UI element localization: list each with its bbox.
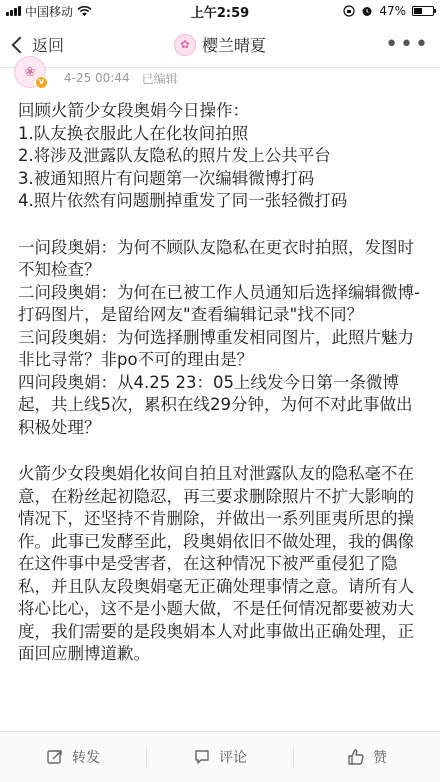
- back-button[interactable]: [10, 33, 64, 56]
- like-button[interactable]: [294, 747, 440, 767]
- post-line: 1.队友换衣服此人在化妆间拍照: [18, 123, 249, 143]
- post-line: 二问段奥娟：为何在已被工作人员通知后选择编辑微博-打码图片，是留给网友"查看编辑记录"找不同？: [18, 282, 420, 324]
- nav-bar: [0, 22, 440, 68]
- post-line: 回顾火箭少女段奥娟今日操作：: [18, 101, 249, 120]
- post-line: 一问段奥娟：为何不顾队友隐私在更衣时拍照，发图时不知检查？: [18, 237, 414, 279]
- nav-title-text: 樱兰晴夏: [201, 36, 266, 55]
- repost-icon: [46, 748, 64, 766]
- battery-icon: [412, 6, 434, 16]
- post-line: 4.照片依然有问题删掉重发了同一张轻微打码: [18, 191, 348, 210]
- post-meta: [0, 66, 440, 90]
- post-line: 四问段奥娟：从4.25 23：05上线发今日第一条微博起，共上线5次，累积在线29分钟，为何不对此事做出积极处理？: [18, 372, 413, 437]
- verified-badge-icon: V: [35, 76, 48, 89]
- status-bar: [0, 0, 440, 22]
- chevron-left-icon: [12, 36, 29, 53]
- post-time: 4-25 00:44: [64, 71, 130, 85]
- status-left: [6, 3, 92, 20]
- status-right: [343, 4, 434, 18]
- like-label: 赞: [373, 750, 387, 766]
- post-body: [0, 90, 440, 666]
- bottom-toolbar: [0, 731, 440, 782]
- signal-icon: [6, 6, 21, 16]
- more-options-button[interactable]: •••: [385, 31, 430, 57]
- edited-label[interactable]: 已编辑: [141, 71, 178, 86]
- comment-icon: [193, 748, 211, 766]
- post-line: 火箭少女段奥娟化妆间自拍且对泄露队友的隐私毫不在意，在粉丝起初隐忍，再三要求删除照片不扩大影响的情况下，还坚持不肯删除，并做出一系列匪夷所思的操作。此事已发酵至此，段奥娟依旧不做处理，我的偶像在这件事中是受害者，在这种情况下被严重侵犯了隐私，并且队友段奥娟毫无正确处理事情之意。请所有人将心比心，这不是小题大做，不是任何情况都要被劝大度，我们需要的是段奥娟本人对此事做出正确处理，正面回应删博道歉。: [18, 464, 414, 663]
- wifi-icon: [77, 6, 92, 17]
- lock-rotation-icon: [343, 5, 355, 17]
- thumbs-up-icon: [347, 748, 365, 766]
- battery-percent: 47%: [379, 4, 406, 18]
- repost-button[interactable]: [0, 747, 146, 767]
- user-avatar-small: ✿: [174, 34, 196, 56]
- carrier-label: 中国移动: [25, 4, 74, 19]
- author-avatar[interactable]: ❀ V: [14, 56, 46, 88]
- post-line: 3.被通知照片有问题第一次编辑微博打码: [18, 168, 315, 188]
- post-line: 三问段奥娟：为何选择删博重发相同图片，此照片魅力非比寻常？非po不可的理由是？: [18, 327, 414, 369]
- repost-label: 转发: [72, 750, 100, 766]
- alarm-icon: [361, 5, 373, 17]
- status-time: 上午2:59: [190, 5, 250, 21]
- post-line: 2.将涉及泄露队友隐私的照片发上公共平台: [18, 146, 331, 165]
- comment-label: 评论: [219, 750, 247, 766]
- back-label: 返回: [32, 36, 65, 55]
- comment-button[interactable]: [147, 747, 293, 767]
- nav-title: [0, 33, 440, 56]
